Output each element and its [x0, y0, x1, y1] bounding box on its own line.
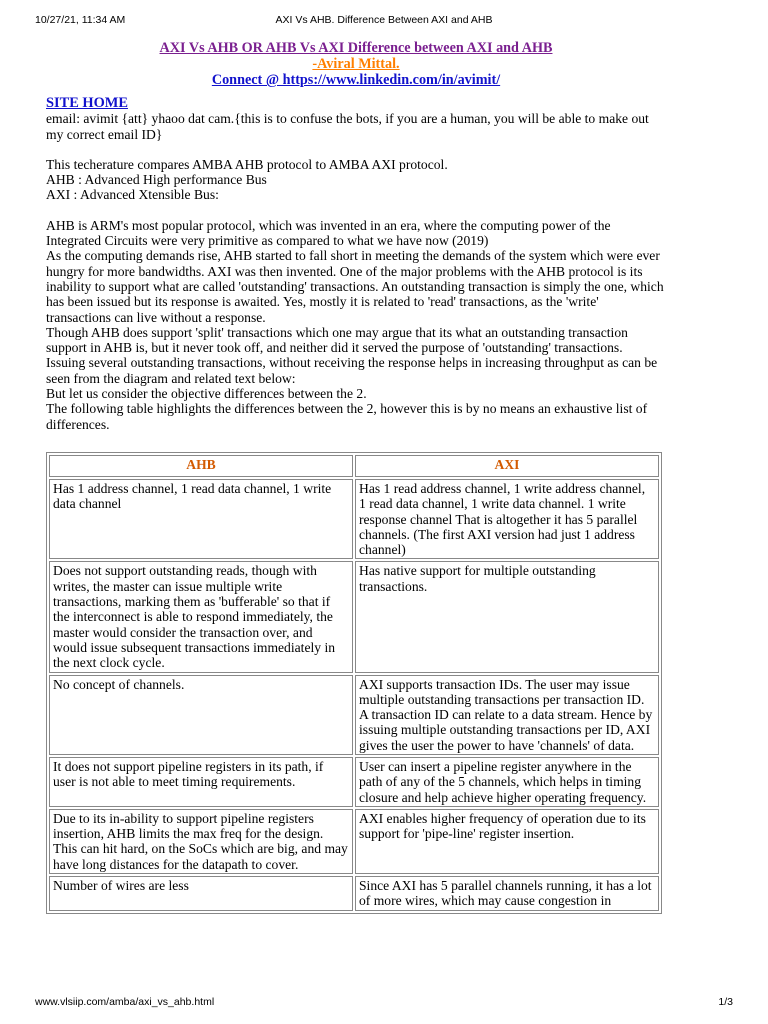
cell-ahb: No concept of channels.: [49, 675, 353, 755]
header-ahb: AHB: [49, 455, 353, 477]
table-row: [49, 809, 659, 874]
intro-line: AHB : Advanced High performance Bus: [46, 172, 267, 188]
print-date: 10/27/21, 11:34 AM: [35, 14, 126, 26]
cell-axi: AXI supports transaction IDs. The user may issue multiple outstanding transactions per transaction ID. A transaction ID can relate to a data stream. Hence by issuing multiple outstanding transactions per ID, AXI gives the user the power to have 'channels' of data.: [355, 675, 659, 755]
print-header: [35, 14, 733, 28]
cell-ahb: Has 1 address channel, 1 read data channel, 1 write data channel: [49, 479, 353, 559]
site-home-link[interactable]: SITE HOME: [46, 95, 128, 111]
cell-ahb: It does not support pipeline registers in its path, if user is not able to meet timing requirements.: [49, 757, 353, 807]
cell-axi: Has native support for multiple outstanding transactions.: [355, 561, 659, 672]
body-paragraph: Though AHB does support 'split' transactions which one may argue that its what an outstanding transaction support in AHB is, but it never took off, and neither did it served the purpose of 'outstanding' transactions.: [46, 324, 628, 356]
table-row: [49, 561, 659, 672]
print-url: www.vlsiip.com/amba/axi_vs_ahb.html: [35, 996, 215, 1008]
print-footer: [35, 996, 733, 1010]
table-row: [49, 757, 659, 807]
body-paragraph: The following table highlights the differences between the 2, however this is by no means an exhaustive list of differences.: [46, 401, 648, 432]
cell-ahb: Number of wires are less: [49, 876, 353, 911]
cell-axi: User can insert a pipeline register anywhere in the path of any of the 5 channels, which helps in timing closure and help achieve higher operating frequency.: [355, 757, 659, 807]
table-header-row: [49, 455, 659, 477]
linkedin-link[interactable]: Connect @ https://www.linkedin.com/in/avimit/: [211, 72, 501, 88]
comparison-table: [46, 452, 662, 914]
body-paragraph: AHB is ARM's most popular protocol, which was invented in an era, where the computing power of the Integrated Circuits were very primitive as compared to what we have now (2019): [46, 217, 611, 249]
cell-ahb: Does not support outstanding reads, though with writes, the master can issue multiple write transactions, marking them as 'bufferable' so that if the interconnect is able to respond immediately, the master would consider the transaction over, and would issue subsequent transactions immediately in the next clock cycle.: [49, 561, 353, 672]
cell-axi: Has 1 read address channel, 1 write address channel, 1 read data channel, 1 write data channel. 1 write response channel That is altogether it has 5 parallel channels. (The first AXI version had just 1 address channel): [355, 479, 659, 559]
body-paragraph: As the computing demands rise, AHB started to fall short in meeting the demands of the system which were ever hungry for more bandwidths. AXI was then invented. One of the major problems with the AHB protocol is its inability to support what are called 'outstanding' transactions. An outstanding transaction is simply the one, which has been issued but its response is awaited. Yes, mostly it is related to 'read' transactions, as the 'write' transactions can live without a response.: [46, 248, 664, 325]
table-row: [49, 479, 659, 559]
table-row: [49, 876, 659, 911]
body-paragraph: But let us consider the objective differences between the 2.: [46, 386, 367, 402]
page-number: 1/3: [718, 996, 733, 1008]
intro-line: AXI : Advanced Xtensible Bus:: [46, 187, 219, 203]
body-paragraph: Issuing several outstanding transactions, without receiving the response helps in increasing throughput as can be seen from the diagram and related text below:: [46, 355, 658, 386]
cell-axi: Since AXI has 5 parallel channels running, it has a lot of more wires, which may cause congestion in: [355, 876, 659, 911]
table-row: [49, 675, 659, 755]
page-content: [46, 40, 666, 914]
email-line: email: avimit {att} yhaoo dat cam.{this is to confuse the bots, if you are a human, you will be able to make out my correct email ID}: [46, 111, 649, 142]
cell-ahb: Due to its in-ability to support pipeline registers insertion, AHB limits the max freq for the design. This can hit hard, on the SoCs which are big, and may have long distances for the datapath to cover.: [49, 809, 353, 874]
print-title: AXI Vs AHB. Difference Between AXI and AHB: [275, 14, 493, 26]
cell-axi: AXI enables higher frequency of operation due to its support for 'pipe-line' register insertion.: [355, 809, 659, 874]
author-link[interactable]: -Aviral Mittal.: [312, 56, 400, 72]
header-axi: AXI: [355, 455, 659, 477]
title-block: [46, 40, 666, 88]
intro-line: This techerature compares AMBA AHB protocol to AMBA AXI protocol.: [46, 156, 448, 172]
page-title-link[interactable]: AXI Vs AHB OR AHB Vs AXI Difference between AXI and AHB: [159, 40, 553, 56]
